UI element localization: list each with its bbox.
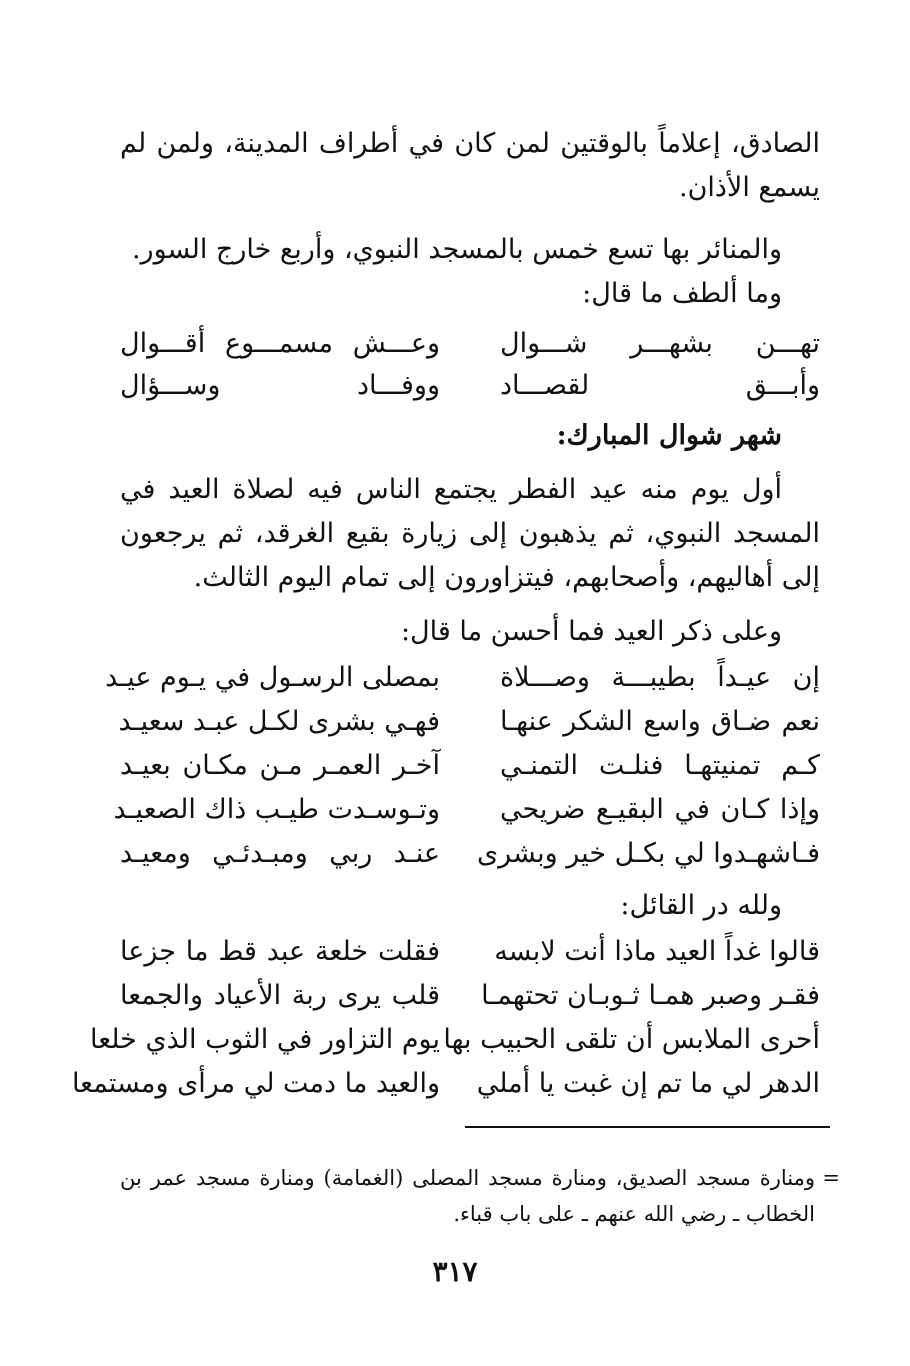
footnote-text: ومنارة مسجد الصديق، ومنارة مسجد المصلى (الغمامة) ومنارة مسجد عمر بن الخطاب ـ رضي الله عنهم ـ على باب قباء. <box>120 1166 815 1226</box>
verse-first-hemistich: الدهر لي ما تم إن غبت يا أملي <box>476 1068 820 1099</box>
paragraph-intro-poem1: وما ألطف ما قال: <box>582 278 782 309</box>
footnote-divider <box>465 1126 830 1128</box>
poem3-verse <box>120 930 820 974</box>
poem2-verse <box>120 832 820 876</box>
poem1-verse <box>120 322 820 366</box>
verse-first-hemistich: فـاشهـدوا لي بكـل خير وبشرى <box>477 838 820 869</box>
poem2-verse <box>120 744 820 788</box>
paragraph-azan: الصادق، إعلاماً بالوقتين لمن كان في أطراف المدينة، ولمن لم يسمع الأذان. <box>120 128 820 203</box>
verse-first-hemistich: قالوا غداً العيد ماذا أنت لابسه <box>494 936 820 967</box>
section-heading-shawwal: شهر شوال المبارك: <box>556 420 782 451</box>
verse-first-hemistich: وأبـــق لقصـــاد <box>500 370 820 401</box>
page-number: ٣١٧ <box>432 1255 478 1288</box>
verse-second-hemistich: وتـوسـدت طيـب ذاك الصعيـد <box>113 794 440 825</box>
footnote-continuation-mark: = <box>822 1166 840 1190</box>
verse-second-hemistich: والعيد ما دمت لي مرأى ومستمعا <box>71 1068 440 1099</box>
poem3-verse <box>89 1018 820 1062</box>
verse-second-hemistich: بمصلى الرسـول في يـوم عيـد <box>105 662 440 693</box>
verse-second-hemistich: عنـد ربي ومبـدئـي ومعيـد <box>120 838 440 869</box>
verse-first-hemistich: فقـر وصبر همـا ثـوبـان تحتهمـا <box>481 980 820 1011</box>
verse-second-hemistich: قلب يرى ربة الأعياد والجمعا <box>120 980 440 1011</box>
poem1-verse <box>120 364 820 408</box>
verse-second-hemistich: فهـي بشرى لكـل عبـد سعيـد <box>118 706 440 737</box>
poem3-verse <box>120 974 820 1018</box>
verse-second-hemistich: يوم التزاور في الثوب الذي خلعا <box>89 1024 440 1055</box>
poem3-verse <box>71 1062 820 1106</box>
verse-second-hemistich: ووفـــاد وســـؤال <box>120 370 440 401</box>
paragraph-minarets: والمنائر بها تسع خمس بالمسجد النبوي، وأربع خارج السور. <box>131 234 782 265</box>
verse-first-hemistich: نعم ضـاق واسع الشكر عنهـا <box>500 706 820 737</box>
verse-second-hemistich: وعـــش مسمـــوع أقـــوال <box>120 328 440 359</box>
verse-first-hemistich: وإذا كـان في البقيـع ضريحي <box>500 794 820 825</box>
poem2-verse <box>113 788 820 832</box>
paragraph-intro-poem3: ولله در القائل: <box>620 890 782 921</box>
verse-first-hemistich: تهـــن بشهـــر شـــوال <box>500 328 820 359</box>
verse-first-hemistich: إن عيـداً بطيبـــة وصـــلاة <box>500 662 820 693</box>
poem2-verse <box>120 700 820 744</box>
verse-first-hemistich: كـم تمنيتهـا فنلـت التمنـي <box>500 750 820 781</box>
verse-second-hemistich: آخـر العمـر مـن مكـان بعيـد <box>120 750 440 781</box>
verse-first-hemistich: أحرى الملابس أن تلقى الحبيب بها <box>443 1024 820 1055</box>
verse-second-hemistich: فقلت خلعة عبد قط ما جزعا <box>120 936 440 967</box>
paragraph-intro-poem2: وعلى ذكر العيد فما أحسن ما قال: <box>400 616 782 647</box>
poem2-verse <box>105 656 820 700</box>
paragraph-eid: أول يوم منه عيد الفطر يجتمع الناس فيه لصلاة العيد في المسجد النبوي، ثم يذهبون إلى زيارة بقيع الغرقد، ثم يرجعون إلى أهاليهم، وأصحابهم، فيتزاورون إلى تمام اليوم الثالث. <box>120 474 820 593</box>
